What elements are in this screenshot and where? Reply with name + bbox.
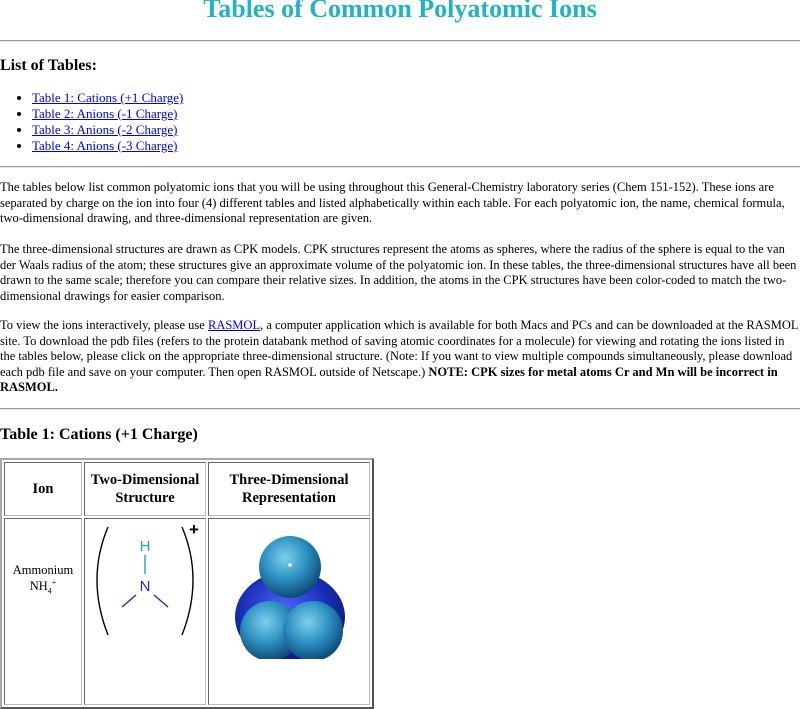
formula-subscript: 4: [47, 586, 52, 596]
toc-link-table-4[interactable]: Table 4: Anions (-3 Charge): [32, 138, 178, 153]
rasmol-text-rest: , a computer application which is available for both Macs and PCs and can be downloaded at the RASMOL site. To download the pdb files (refers to the protein databank method of saving atomic coordinates for a molecule) for viewing and rotating the ions listed in the tables below, please click on the appropriate three-dimensional structure. (Note: If you want to view multiple compounds simultaneously, please download each pdb file and save on your computer. Then open RASMOL outside of Netscape.): [0, 318, 799, 379]
toc-item: [32, 122, 183, 138]
divider: [0, 166, 800, 168]
table-row: [4, 518, 370, 705]
toc-item: [32, 138, 183, 154]
toc-link-table-1[interactable]: Table 1: Cations (+1 Charge): [32, 90, 184, 105]
toc-link-table-3[interactable]: Table 3: Anions (-2 Charge): [32, 122, 178, 137]
rasmol-text: To view the ions interactively, please use: [0, 318, 208, 332]
ammonium-cpk-model[interactable]: [210, 519, 368, 659]
right-bracket: [182, 527, 193, 635]
ion-name: Ammonium: [12, 563, 74, 577]
two-dimensional-structure: [84, 518, 206, 705]
table-of-contents: [0, 90, 183, 154]
n-h-bond: [154, 595, 168, 607]
n-h-bond: [122, 595, 136, 607]
column-header-3d: Three-Dimensional Representation: [208, 462, 370, 516]
three-dimensional-representation[interactable]: [208, 518, 370, 705]
divider: [0, 40, 800, 42]
toc-item: [32, 90, 183, 106]
nitrogen-label: N: [139, 578, 151, 595]
ammonium-2d-drawing: [86, 519, 204, 659]
list-heading: List of Tables:: [0, 57, 97, 74]
table-1-heading: Table 1: Cations (+1 Charge): [0, 426, 198, 443]
charge-symbol: +: [189, 520, 199, 539]
cations-table: [0, 458, 374, 709]
page-title: Tables of Common Polyatomic Ions: [203, 0, 597, 23]
left-bracket: [97, 527, 108, 635]
table-header-row: [4, 462, 370, 516]
cpk-warning: NOTE: CPK sizes for metal atoms Cr and Mn will be incorrect in RASMOL.: [0, 364, 778, 394]
intro-paragraph: The tables below list common polyatomic ions that you will be using throughout this General-Chemistry laboratory series (Chem 151-152). These ions are separated by charge on the ion into four (4) different tables and listed alphabetically within each table. For each polyatomic ion, the name, chemical formula, two-dimensional drawing, and three-dimensional representation are given.: [0, 180, 785, 225]
column-header-ion: Ion: [4, 462, 82, 516]
rasmol-paragraph: [0, 318, 800, 396]
ion-cell: [4, 518, 82, 705]
column-header-2d: Two-Dimensional Structure: [84, 462, 206, 516]
highlight-dot: [288, 563, 292, 567]
formula-base: NH: [29, 579, 48, 594]
toc-link-table-2[interactable]: Table 2: Anions (-1 Charge): [32, 106, 178, 121]
formula-superscript: +: [51, 578, 57, 587]
cpk-paragraph: The three-dimensional structures are drawn as CPK models. CPK structures represent the atoms as spheres, where the radius of the sphere is equal to the van der Waals radius of the atom; these structures give an approximate volume of the polyatomic ion. In these tables, the three-dimensional structures have all been drawn to the same scale; therefore you can compare their relative sizes. In addition, the atoms in the CPK structures have been color-coded to match the two-dimensional drawings for easier comparison.: [0, 242, 797, 303]
ion-formula: [6, 578, 80, 596]
toc-item: [32, 106, 183, 122]
hydrogen-atom-sphere: [283, 601, 343, 659]
rasmol-link[interactable]: RASMOL: [207, 318, 261, 332]
hydrogen-label: H: [139, 538, 151, 555]
divider: [0, 408, 800, 410]
